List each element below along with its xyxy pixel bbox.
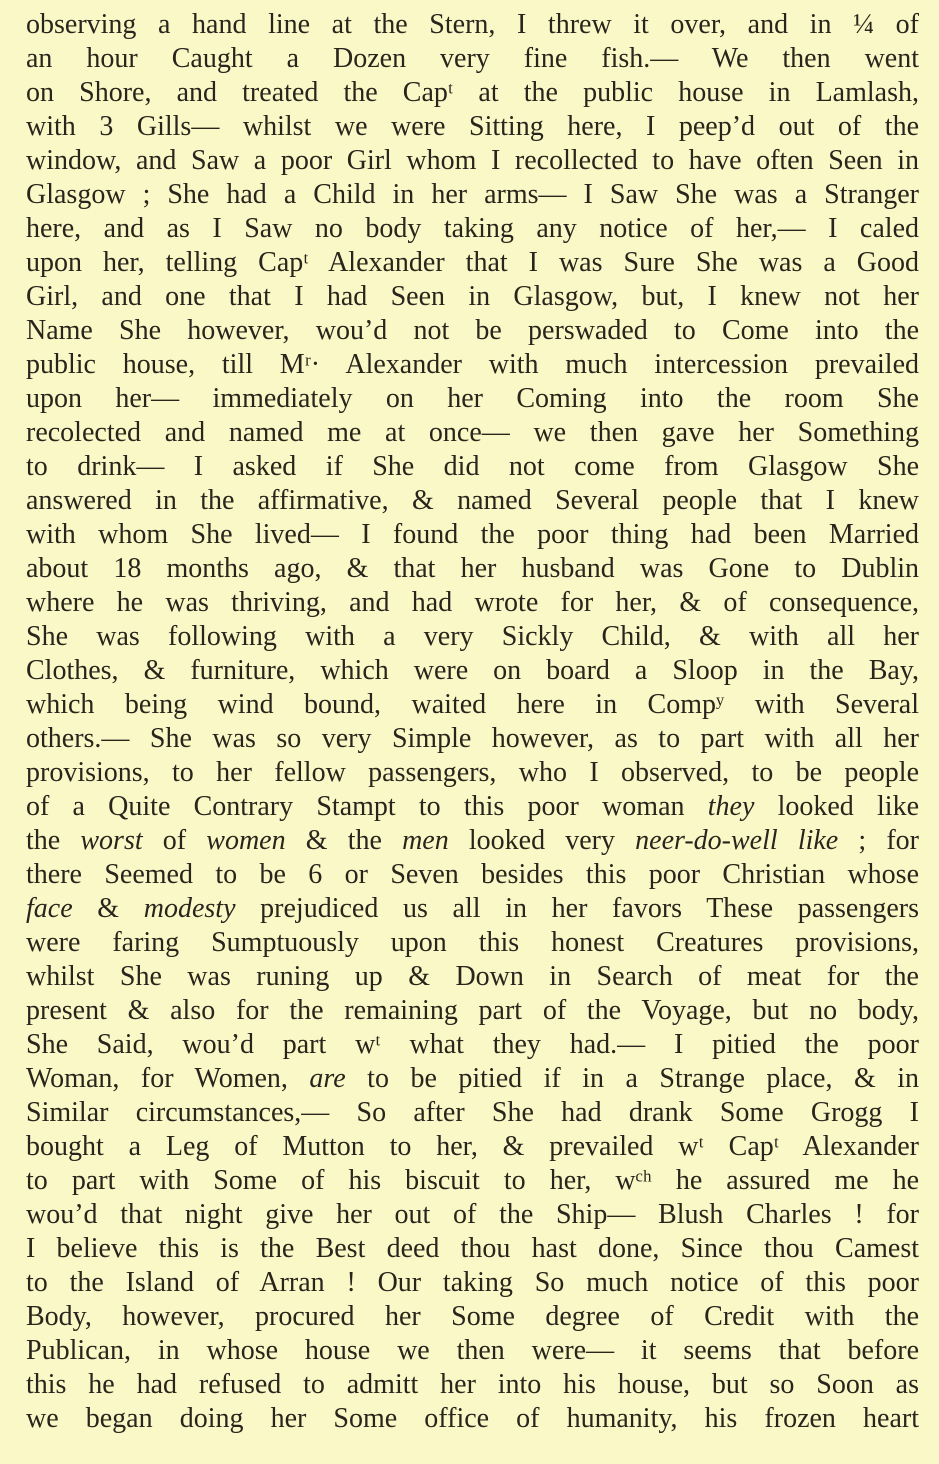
- text-line: present & also for the remaining part of the Voyage, but no body,: [26, 995, 919, 1026]
- text-line: where he was thriving, and had wrote for her, & of consequence,: [26, 587, 919, 618]
- text-line: Body, however, procured her Some degree of Credit with the: [26, 1301, 919, 1332]
- text-line: recolected and named me at once— we then gave her Something: [26, 417, 919, 448]
- text-line: there Seemed to be 6 or Seven besides this poor Christian whose: [26, 859, 919, 890]
- text-line: to the Island of Arran ! Our taking So much notice of this poor: [26, 1267, 919, 1298]
- text-line: Clothes, & furniture, which were on board a Sloop in the Bay,: [26, 655, 919, 686]
- text-line: of a Quite Contrary Stampt to this poor woman they looked like: [26, 791, 919, 822]
- text-line: were faring Sumptuously upon this honest Creatures provisions,: [26, 927, 919, 958]
- text-line: upon her— immediately on her Coming into the room She: [26, 383, 919, 414]
- text-line: face & modesty prejudiced us all in her favors These passengers: [26, 893, 920, 924]
- text-line: with 3 Gills— whilst we were Sitting here, I peep’d out of the: [26, 111, 919, 142]
- text-line: an hour Caught a Dozen very fine fish.— We then went: [26, 43, 919, 74]
- text-line: She Said, wou’d part wᵗ what they had.— I pitied the poor: [26, 1029, 919, 1060]
- text-line: I believe this is the Best deed thou hast done, Since thou Camest: [26, 1233, 919, 1264]
- text-line: bought a Leg of Mutton to her, & prevailed wᵗ Capᵗ Alexander: [26, 1131, 919, 1162]
- text-line: Girl, and one that I had Seen in Glasgow, but, I knew not her: [26, 281, 919, 312]
- text-line: on Shore, and treated the Capᵗ at the public house in Lamlash,: [26, 77, 919, 108]
- text-line: whilst She was runing up & Down in Search of meat for the: [26, 961, 919, 992]
- text-line: we began doing her Some office of humanity, his frozen heart: [26, 1403, 919, 1434]
- text-line: others.— She was so very Simple however, as to part with all her: [26, 723, 919, 754]
- text-line: here, and as I Saw no body taking any notice of her,— I caled: [26, 213, 919, 244]
- text-line: Glasgow ; She had a Child in her arms— I Saw She was a Stranger: [26, 179, 919, 210]
- text-line: Name She however, wou’d not be perswaded to Come into the: [26, 315, 919, 346]
- text-line: Woman, for Women, are to be pitied if in a Strange place, & in: [26, 1063, 919, 1094]
- text-line: public house, till Mʳ· Alexander with much intercession prevailed: [26, 349, 919, 380]
- text-line: which being wind bound, waited here in Compʸ with Several: [26, 689, 919, 720]
- text-line: this he had refused to admitt her into his house, but so Soon as: [26, 1369, 919, 1400]
- text-line: upon her, telling Capᵗ Alexander that I was Sure She was a Good: [26, 247, 919, 278]
- page-body-text: [26, 8, 919, 1436]
- text-line: Publican, in whose house we then were— it seems that before: [26, 1335, 919, 1366]
- text-line: to part with Some of his biscuit to her, wᶜʰ he assured me he: [26, 1165, 919, 1196]
- text-line: provisions, to her fellow passengers, who I observed, to be people: [26, 757, 919, 788]
- text-line: Similar circumstances,— So after She had drank Some Grogg I: [26, 1097, 919, 1128]
- text-line: about 18 months ago, & that her husband was Gone to Dublin: [26, 553, 919, 584]
- text-line: wou’d that night give her out of the Ship— Blush Charles ! for: [26, 1199, 919, 1230]
- text-line: with whom She lived— I found the poor thing had been Married: [26, 519, 919, 550]
- text-line: answered in the affirmative, & named Several people that I knew: [26, 485, 919, 516]
- text-line: She was following with a very Sickly Child, & with all her: [26, 621, 919, 652]
- text-line: the worst of women & the men looked very neer-do-well like ; for: [26, 825, 919, 856]
- text-line: to drink— I asked if She did not come from Glasgow She: [26, 451, 919, 482]
- text-line: window, and Saw a poor Girl whom I recollected to have often Seen in: [26, 145, 919, 176]
- text-line: observing a hand line at the Stern, I threw it over, and in ¼ of: [26, 9, 919, 40]
